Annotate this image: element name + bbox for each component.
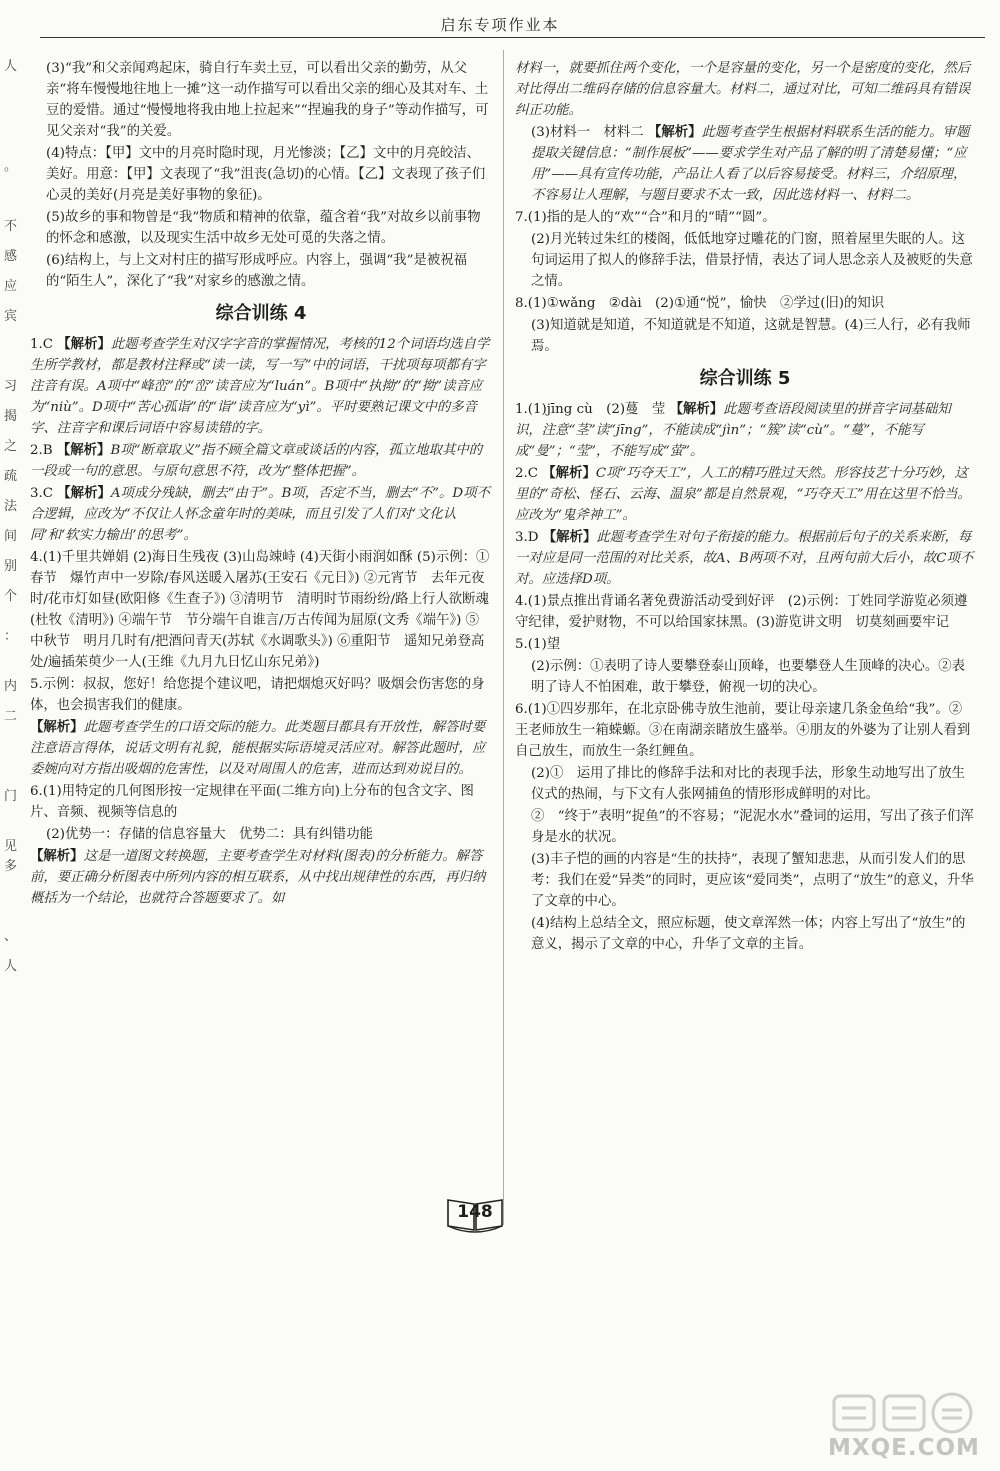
answer-item: [515, 122, 975, 206]
analysis-tag: 【解析】: [669, 401, 724, 417]
analysis-tag: 【解析】: [30, 719, 84, 735]
answer-number: 3.D: [515, 530, 539, 545]
answer-item: (2)优势一：存储的信息容量大 优势二：具有纠错功能: [46, 827, 373, 842]
margin-fragment: 个: [4, 589, 18, 604]
analysis-text: 此题考查学生对汉字字音的掌握情况，考核的12个词语均选自学生所学教材，都是教材注释或“读一读，写一写”中的词语，干扰项每项都有字注音有误。A项中“峰峦”的“峦”读音应为“luán”。B项中“执拗”的“拗”读音应为“niù”。D项中“苦心孤诣”的“诣”读音应为“yì”。平时要熟记课文中的多音字、注音字和课后词语中容易读错的字。: [30, 337, 490, 436]
answer-item: 6.(1)用特定的几何图形按一定规律在平面(二维方向)上分布的包含文字、图片、音频、视频等信息的: [30, 784, 474, 820]
analysis-text: C项“巧夺天工”，人工的精巧胜过天然。形容技艺十分巧妙，这里的“奇松、怪石、云海、温泉”都是自然景观，“巧夺天工”用在这里不恰当。应改为“鬼斧神工”。: [515, 466, 971, 523]
column-divider: [503, 50, 504, 1225]
watermark-logo-icon: [830, 1390, 980, 1436]
answer-number: 2.B: [30, 443, 53, 458]
margin-fragment: 。: [4, 159, 18, 174]
watermark-url: MXQE.COM: [828, 1435, 980, 1461]
answer-item: [30, 483, 492, 546]
answer-paragraph: (3)“我”和父亲闻鸡起床，骑自行车卖土豆，可以看出父亲的勤劳，从父亲“将车慢慢地往地上一摊”这一动作描写可以看出父亲的细心及其对车、土豆的爱惜。通过“慢慢地将我由地上拉起来”“捏遍我的身子”等动作描写，可见父亲对“我”的关爱。: [46, 61, 489, 139]
answer-item: (2)① 运用了排比的修辞手法和对比的表现手法，形象生动地写出了放生仪式的热闹，与下文有人张网捕鱼的情形形成鲜明的对比。: [531, 766, 966, 802]
analysis-text: 此题考查学生根据材料联系生活的能力。审题提取关键信息：“制作展板”——要求学生对产品了解的明了清楚易懂；“应用”——具有宣传功能，产品让人看了以后容易接受。材料三，介绍原理，不容易让人理解，与题目要求不太一致，因此选材料一、材料二。: [531, 125, 970, 203]
margin-fragment: 法: [4, 499, 18, 514]
answer-item: [30, 717, 492, 780]
running-header: 启东专项作业本: [440, 16, 560, 34]
analysis-tag: 【解析】: [57, 485, 111, 501]
answer-item: 7.(1)指的是人的“欢”“合”和月的“晴”“圆”。: [515, 210, 776, 225]
answer-item: 4.(1)景点推出背诵名著免费游活动受到好评 (2)示例：丁姓同学游览必须遵守纪律，爱护财物，不可以给国家抹黑。(3)游览讲文明 切莫刻画要牢记: [515, 594, 968, 630]
answer-item: 8.(1)①wǎng ②dài (2)①通“悦”，愉快 ②学过(旧)的知识: [515, 296, 885, 311]
answer-number: 2.C: [515, 466, 539, 481]
margin-fragment: 应: [4, 279, 18, 294]
margin-fragment: 、: [4, 929, 18, 944]
answer-item: [30, 846, 492, 909]
margin-fragment: 不: [4, 219, 18, 234]
answer-item: 5.示例：叔叔，您好！给您提个建议吧，请把烟熄灭好吗？吸烟会伤害您的身体，也会损害我们的健康。: [30, 677, 485, 713]
answer-item: (3)丰子恺的画的内容是“生的扶持”，表现了蟹知悲悲，从而引发人们的思考：我们在爱“异类”的同时，更应该“爱同类”，点明了“放生”的意义，升华了文章的中心。: [531, 852, 974, 909]
analysis-text: 这是一道图文转换题，主要考查学生对材料(图表)的分析能力。解答前，要正确分析图表中所列内容的相互联系，从中找出规律性的东西，再归纳概括为一个结论，也就符合答题要求了。如: [30, 849, 486, 906]
answer-number: (3)材料一 材料二: [531, 125, 644, 140]
margin-fragment: 人: [4, 59, 18, 74]
analysis-text: 此题考查学生对句子衔接的能力。根据前后句子的关系来断，每一对应是同一范围的对比关系，故A、B两项不对，且两句前大后小，故C项不对。应选择D项。: [515, 530, 974, 587]
answer-item: (3)知道就是知道，不知道就是不知道，这就是智慧。(4)三人行，必有我师焉。: [531, 318, 971, 354]
answer-item: 4.(1)千里共婵娟 (2)海日生残夜 (3)山岛竦峙 (4)天街小雨润如酥 (5)示例：①春节 爆竹声中一岁除/春风送暖入屠苏(王安石《元日》) ②元宵节 去年元夜时/花市灯如昼(欧阳修《生查子》) ③清明节 清明时节雨纷纷/路上行人欲断魂(杜牧《清明》) ④端午节 节分端午自谁言/万古传闻为屈原(文秀《端午》) ⑤中秋节 明月几时有/把酒问青天(苏轼《水调歌头》) ⑥重阳节 遥知兄弟登高处/遍插茱萸少一人(王维《九月九日忆山东兄弟》): [30, 550, 490, 670]
answer-item: [30, 440, 492, 482]
right-column: [515, 58, 975, 956]
margin-fragment: 揭: [4, 409, 18, 424]
margin-fragment: ：: [4, 629, 18, 644]
margin-fragment: 门: [4, 789, 18, 804]
margin-fragment: 二: [4, 709, 18, 724]
watermark: [822, 1388, 982, 1463]
answer-number: 1.C: [30, 337, 54, 352]
analysis-text: 此题考查学生的口语交际的能力。此类题目都具有开放性，解答时要注意语言得体，说话文明有礼貌，能根据实际语境灵活应对。解答此题时，应委婉向对方指出吸烟的危害性，以及对周围人的危害，进而达到劝说目的。: [30, 720, 486, 777]
analysis-tag: 【解析】: [56, 442, 111, 458]
analysis-tag: 【解析】: [542, 529, 597, 545]
analysis-text: 此题考查语段阅读里的拼音字词基础知识，注意“茎”读“jīng”，不能读成“jìn”；“簇”读“cù”。“蔓”，不能写成“曼”；“莹”，不能写成“萤”。: [515, 402, 951, 459]
answer-paragraph: (6)结构上，与上文对村庄的描写形成呼应。内容上，强调“我”是被祝福的“陌生人”，深化了“我”对家乡的感激之情。: [46, 253, 467, 289]
margin-fragment: 见: [4, 839, 18, 854]
section-title: 综合训练 4: [215, 303, 307, 324]
page-number: 148: [457, 1202, 493, 1222]
margin-fragment: 多: [4, 859, 18, 874]
answer-paragraph: (5)故乡的事和物曾是“我”物质和精神的依靠，蕴含着“我”对故乡以前事物的怀念和感激，以及现实生活中故乡无处可觅的失落之情。: [46, 210, 481, 246]
margin-fragment: 别: [4, 559, 18, 574]
analysis-continuation: 材料一，就要抓住两个变化，一个是容量的变化，另一个是密度的变化，然后对比得出二维码存储的信息容量大。材料二，通过对比，可知二维码具有错误纠正功能。: [515, 61, 971, 118]
answer-item: [30, 334, 492, 439]
answer-item: (2)月光转过朱红的楼阁，低低地穿过雕花的门窗，照着屋里失眠的人。这句词运用了拟人的修辞手法，借景抒情，表达了词人思念亲人及被贬的失意之情。: [531, 232, 973, 289]
analysis-tag: 【解析】: [57, 336, 111, 352]
margin-fragment: 感: [4, 249, 18, 264]
margin-fragment: 疏: [4, 469, 18, 484]
section-title: 综合训练 5: [699, 368, 791, 389]
margin-fragment: 习: [4, 379, 18, 394]
analysis-tag: 【解析】: [30, 848, 84, 864]
answer-item: ② “终于”表明“捉鱼”的不容易；“泥泥水水”叠词的运用，写出了孩子们浑身是水的状况。: [531, 809, 974, 845]
margin-fragment: 宾: [4, 309, 18, 324]
answer-item: (2)示例：①表明了诗人要攀登泰山顶峰，也要攀登人生顶峰的决心。②表明了诗人不怕困难，敢于攀登，俯视一切的决心。: [531, 659, 966, 695]
margin-fragment: 内: [4, 679, 18, 694]
analysis-text: A项成分残缺，删去“由于”。B项，否定不当，删去“不”。D项不合逻辑，应改为“不仅让人怀念童年时的美味，而且引发了人们对‘文化认同’和‘软实力输出’的思考”。: [30, 486, 490, 543]
answer-item: [515, 399, 975, 462]
analysis-tag: 【解析】: [647, 124, 702, 140]
analysis-tag: 【解析】: [542, 465, 596, 481]
answer-item: [515, 527, 975, 590]
margin-fragment: 人: [4, 959, 18, 974]
answer-paragraph: (4)特点：【甲】文中的月亮时隐时现，月光惨淡；【乙】文中的月亮皎洁、美好。用意：【甲】文表现了“我”沮丧(急切)的心情。【乙】文表现了孩子们心灵的美好(月亮是美好事物的象征)。: [46, 146, 486, 203]
page-number-badge: [445, 1196, 505, 1234]
margin-fragment: 之: [4, 439, 18, 454]
answer-item: 6.(1)①四岁那年，在北京卧佛寺放生池前，要让母亲逮几条金鱼给“我”。②王老师放生一箱蝾螈。③在南湖亲睹放生盛举。④朋友的外婆为了让别人看到自己放生，而放生一条红鲤鱼。: [515, 702, 971, 759]
answer-number: 1.(1)jīng cù (2)蔓 莹: [515, 402, 666, 417]
analysis-text: B项“断章取义”指不顾全篇文章或谈话的内容，孤立地取其中的一段或一句的意思。与原句意思不符，改为“整体把握”。: [30, 443, 483, 479]
answer-item: (4)结构上总结全文，照应标题，使文章浑然一体；内容上写出了“放生”的意义，揭示了文章的中心，升华了文章的主旨。: [531, 916, 966, 952]
left-column: [30, 58, 492, 910]
margin-fragment: 间: [4, 529, 18, 544]
header-rule: [40, 37, 985, 38]
answer-number: 3.C: [30, 486, 54, 501]
answer-item: 5.(1)望: [515, 637, 561, 652]
answer-item: [515, 463, 975, 526]
